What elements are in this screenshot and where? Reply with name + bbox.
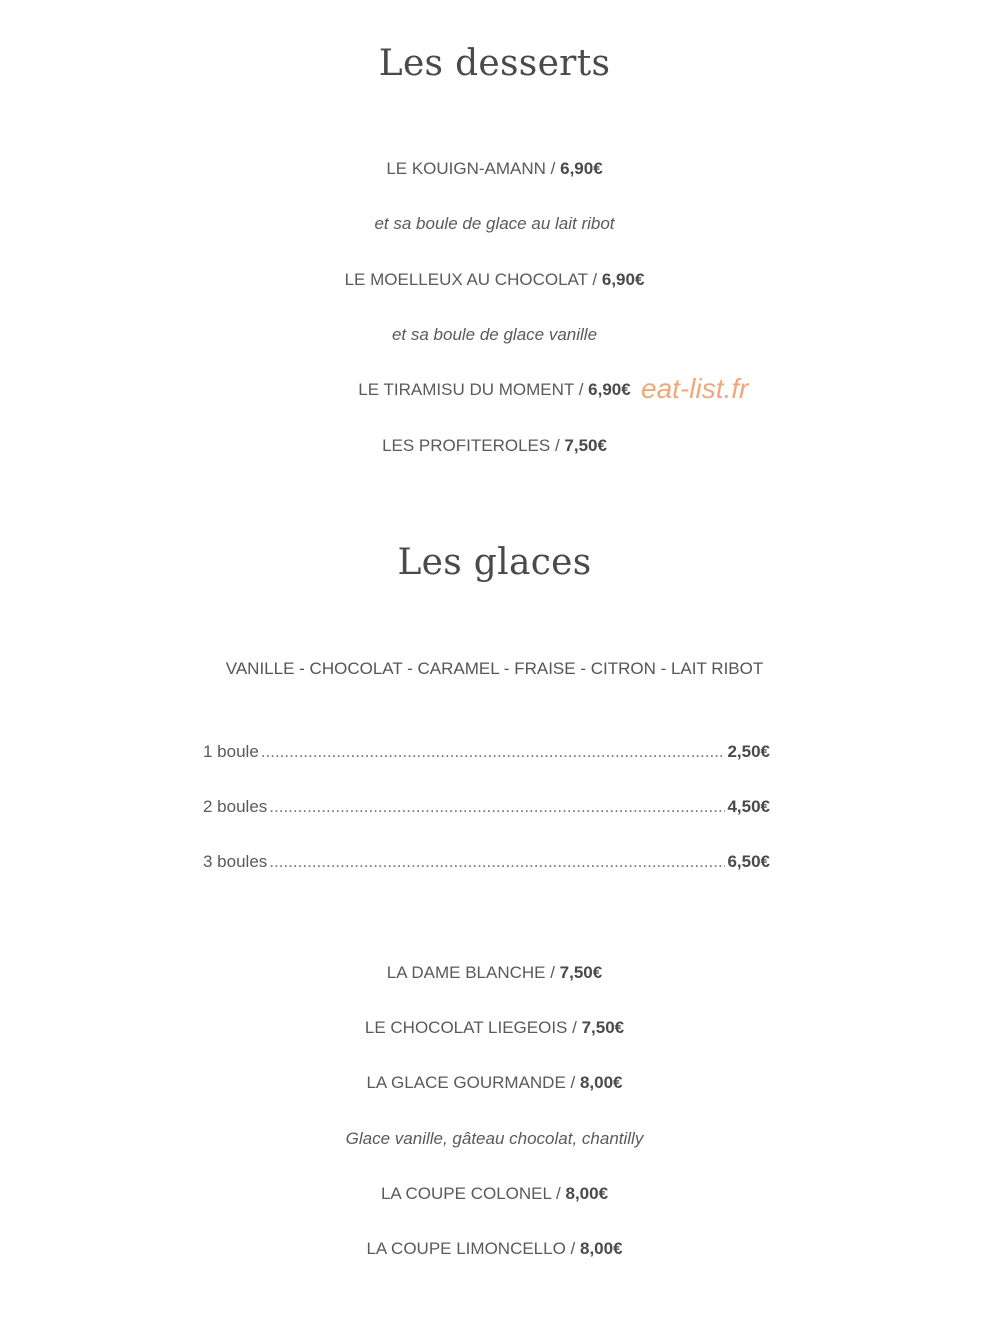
scoop-row xyxy=(203,740,770,764)
scoop-row xyxy=(203,795,770,819)
coupe-item-dame-blanche xyxy=(0,961,989,985)
dessert-name: LE TIRAMISU DU MOMENT / xyxy=(358,380,589,399)
coupe-item-glace-gourmande xyxy=(0,1071,989,1095)
dessert-price: 6,90€ xyxy=(588,380,631,399)
scoop-price: 4,50€ xyxy=(727,797,770,816)
coupe-name: LA DAME BLANCHE / xyxy=(386,963,560,982)
flavors-list: VANILLE - CHOCOLAT - CARAMEL - FRAISE - CITRON - LAIT RIBOT xyxy=(225,659,764,678)
dessert-description: et sa boule de glace au lait ribot xyxy=(374,214,615,233)
dessert-name: LES PROFITEROLES / xyxy=(382,436,565,455)
dessert-description: et sa boule de glace vanille xyxy=(391,325,598,344)
dot-leader xyxy=(269,795,725,819)
coupe-name: LA COUPE LIMONCELLO / xyxy=(366,1239,580,1258)
scoop-label: 2 boules xyxy=(203,797,268,816)
watermark: eat-list.fr xyxy=(641,373,749,404)
coupe-price: 8,00€ xyxy=(579,1239,623,1258)
coupe-name: LA GLACE GOURMANDE / xyxy=(366,1073,580,1092)
coupe-price: 7,50€ xyxy=(559,963,603,982)
scoop-label: 1 boule xyxy=(203,742,259,761)
coupe-name: LA COUPE COLONEL / xyxy=(380,1184,566,1203)
dessert-price: 6,90€ xyxy=(560,159,603,178)
scoop-price: 2,50€ xyxy=(727,742,770,761)
scoop-row xyxy=(203,850,770,874)
dessert-item-kouign-amann xyxy=(0,157,989,181)
coupe-description: Glace vanille, gâteau chocolat, chantilly xyxy=(345,1129,644,1148)
dessert-item-tiramisu xyxy=(0,378,989,402)
dessert-price: 6,90€ xyxy=(601,270,645,289)
dessert-item-profiteroles xyxy=(0,434,989,458)
desserts-heading: Les desserts xyxy=(378,43,611,84)
dessert-name: LE MOELLEUX AU CHOCOLAT / xyxy=(344,270,602,289)
coupe-price: 8,00€ xyxy=(565,1184,609,1203)
scoop-label: 3 boules xyxy=(203,852,268,871)
dessert-item-moelleux xyxy=(0,268,989,292)
coupe-item-colonel xyxy=(0,1182,989,1206)
coupe-price: 7,50€ xyxy=(581,1018,625,1037)
coupe-item-chocolat-liegeois xyxy=(0,1016,989,1040)
dot-leader xyxy=(269,850,725,874)
dessert-name: LE KOUIGN-AMANN / xyxy=(386,159,561,178)
dot-leader xyxy=(261,740,726,764)
dessert-price: 7,50€ xyxy=(564,436,607,455)
coupe-item-limoncello xyxy=(0,1237,989,1261)
coupe-name: LE CHOCOLAT LIEGEOIS / xyxy=(364,1018,582,1037)
coupe-price: 8,00€ xyxy=(579,1073,623,1092)
scoop-price: 6,50€ xyxy=(727,852,770,871)
glaces-heading: Les glaces xyxy=(397,542,592,583)
